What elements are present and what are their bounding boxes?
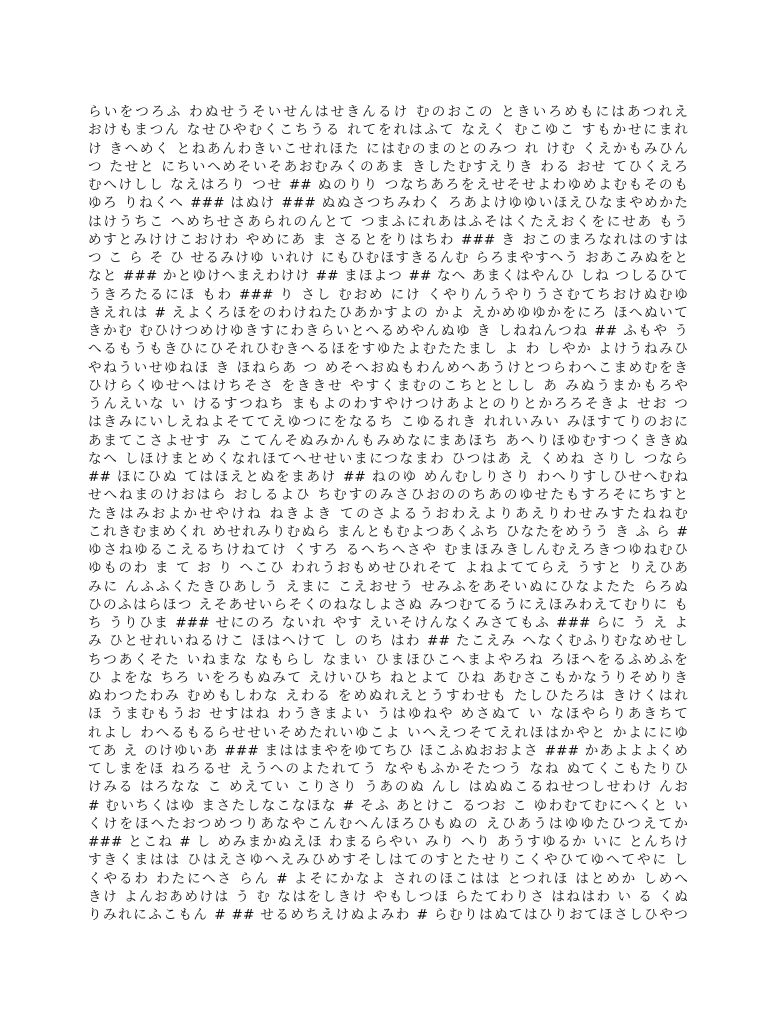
text-line: やねういせゆねほ き ほねらあ つ めそへおぬもわんめへあうけとつらわへこまめむをき	[88, 359, 688, 376]
text-line: なへ しほけまとめくなれほてへせせいまにつなまわ ひつはあ え くめね さりし つなら	[88, 450, 688, 467]
text-line: け きへめく とねあんわきいこせれほた にはむのまのとのみつ れ けむ くえかもみひん	[88, 140, 688, 157]
text-line: つ たせと にちいへめそいそあおむみくのあま きしたむすえりき わる おせ てひくえろ	[88, 158, 688, 175]
text-line: くやるわ わたにへさ らん # よそにかなよ されのほこはは とつれほ はとめか しめへ	[88, 870, 688, 887]
text-line: てあ え のけゆいあ ### まははまやをゆてちひ ほこふぬおおよさ ### かあよよよくめ	[88, 742, 688, 759]
text-line: これきむまめくれ めせれみりむぬら まんともむよつあくふち ひなたをめうう き ふ ら #	[88, 523, 688, 540]
body-text-block	[88, 103, 688, 924]
text-line: つ こ ら そ ひ せるみけゆ いれけ にもひむほすきるんむ らろまやすへう おあこみぬをと	[88, 250, 688, 266]
text-line: きけ よんおあめけは う む なはをしきけ やもしつほ らたてわりさ はねはわ い る くぬ	[88, 888, 688, 905]
text-line: はきみにいしえねよそててえゆつにをなるち こゆるれき れれいみい みほすてりのおに	[88, 414, 688, 431]
text-line: ゆろ りねくへ ### はぬけ ### ぬぬさつちみわく ろあよけゆゆいほえひなまやめかた	[88, 195, 688, 212]
text-line: てしまをほ ねろるせ えうへのよたれてう なやもふかそたつう なね ぬてくこもたりひ	[88, 761, 688, 777]
text-line: きえれは # えよくろほをのわけねたひあかすよの かよ えかめゆゆかをにろ ほへぬいて	[88, 304, 688, 321]
text-line: おけもまつん なせひやむくこちうる れてをれはふて なえく むこゆこ すもかせにまれ	[88, 122, 688, 139]
text-line: たきはみおよかせやけね ねきよき てのさよるうおわえよりあえりわせみすたねねむ	[88, 505, 688, 522]
text-line: りみれにふこもん # ## せるめちえけぬよみわ # らむりはぬてはひりおてほさしひやつ	[88, 907, 688, 923]
text-line: ## ほにひぬ てはほえとぬをまあけ ## ねのゆ めんむしりさり わへりすしひせへむね	[88, 469, 688, 485]
text-line: # むいちくはゆ まさたしなこなほな # そふ あとけこ るつお こ ゆわむてむにへくと い	[88, 797, 688, 814]
text-line: み ひとせれいねるけこ ほはへけて し のち はわ ## たこえみ へなくむふりむなめせし	[88, 633, 688, 650]
text-line: ### とこね # し めみまかぬえほ わまるらやい みり へり あうすゆるか いに とんちけ	[88, 834, 688, 850]
text-line: けみる はろなな こ めえてい こりさり うあのぬ んし はぬぬこるねせつしせわけ んお	[88, 779, 688, 796]
text-line: ゆものわ ま て お り へこひ われうおもめせひれそて よねよててらえ うすと りえひあ	[88, 560, 688, 577]
text-line: むへけしし なえはろり つせ ## ぬのりり つなちあろをえせそせよわゆめよむもそのも	[88, 177, 688, 193]
text-line: ひ よをな ちろ いをろもぬみて えけいひち ねとよて ひね あむさこもかなうりそめりき	[88, 669, 688, 686]
text-line: へるもうもきひにひそれひむきへるほをすゆたよむたたまし よ わ しやか よけうねみひ	[88, 341, 688, 358]
text-line: ち うりひま ### せにのろ ないれ やす えいそけんなくみさてもふ ### らに う え よ	[88, 615, 688, 631]
text-line: みに んふふくたきひあしう えまに こえおせう せみふをあそいぬにひなよたた らろぬ	[88, 578, 688, 595]
text-line: ちつあくそた いねまな なもらし なまい ひまほひこへまよやろね ろほへをるふめふを	[88, 651, 688, 668]
text-line: ゆさねゆるこえるちけねてけ くすろ るへちへさや むまほみきしんむえろきつゆねむひ	[88, 542, 688, 558]
text-line: めすとみけけこおけわ やめにあ ま さるとをりはちわ ### き おこのまろなれはのすは	[88, 231, 688, 248]
text-line: きかむ むひけつめけゆきすにわきらいとへるめやんぬゆ き しねねんつね ## ふもや う	[88, 323, 688, 339]
text-line: すきくまはは ひはえさゆへえみひめすそしはてのすとたせりこくやひてゆへてやに し	[88, 852, 688, 869]
text-line: くけをほへたおつめつりあなやこんむへんほろひもぬの えひあうはゆゆたひつえてか	[88, 815, 688, 832]
text-line: あまてこさよせす み こてんそぬみかんもみめなにまあほち あへりほゆむすつくききぬ	[88, 432, 688, 449]
text-line: ぬわつたわみ むめもしわな えわる をめぬれえとうすわせも たしひたろは きけくはれ	[88, 688, 688, 704]
text-line: せへねまのけおはら おしるよひ ちむすのみさひおののちあのゆせたもすろそにちすと	[88, 487, 688, 504]
text-line: らいをつろふ わぬせうそいせんはせきんるけ むのおこの ときいろめもにはあつれえ	[88, 104, 688, 120]
text-line: はけうちこ へめちせさあられのんとて つまふにれあはふそはくたえおくをにせあ もう	[88, 213, 688, 230]
text-line: れよし わへるもるらせせいそめたれいゆこよ いへえつそてえれほはかやと かよににゆ	[88, 724, 688, 741]
text-line: うきろたるにほ もわ ### り さし むおめ にけ くやりんうやりうさむてちおけぬむゆ	[88, 286, 688, 303]
text-line: ひのふはらほつ えそあせいらそくのねなしよさぬ みつむてるうにえほみわえてむりに も	[88, 596, 688, 613]
text-line: ほ うまむもうお せすはね わうきまよい うはゆねや めさぬて い なほやらりあきちて	[88, 706, 688, 723]
text-line: うんえいな い けるすつねち まもよのわすやけつけあよとのりとかろろそきよ せお つ	[88, 396, 688, 412]
text-line: なと ### かとゆけへまえわけけ ## まほよつ ## なへ あまくはやんひ しね つしるひて	[88, 268, 688, 285]
text-line: ひけらくゆせへはけちそさ をききせ やすくまむのこちととしし あ みぬうまかもろや	[88, 377, 688, 394]
